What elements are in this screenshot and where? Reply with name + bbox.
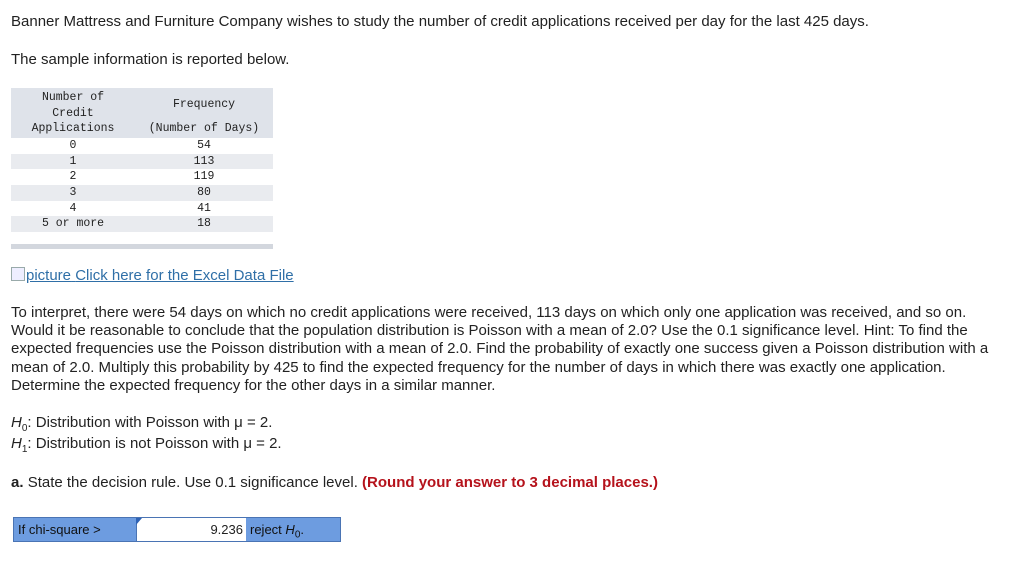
cell-applications: 2 bbox=[69, 170, 77, 184]
decision-rule-result: reject $H_0$. bbox=[250, 522, 304, 541]
cell-applications: 1 bbox=[69, 154, 77, 168]
result-text: reject bbox=[250, 522, 282, 537]
table-footer-bar bbox=[11, 244, 273, 249]
excel-link-label: Click here for the Excel Data File bbox=[75, 267, 294, 284]
h1-text: Distribution is not Poisson with μ = 2. bbox=[35, 435, 282, 452]
table-row bbox=[11, 138, 273, 154]
table-row bbox=[11, 154, 273, 170]
h0-text: Distribution with Poisson with μ = 2. bbox=[35, 414, 273, 431]
broken-image-icon bbox=[11, 267, 25, 281]
cell-applications: 0 bbox=[69, 139, 77, 152]
input-flag-icon bbox=[136, 518, 142, 525]
intro-text: Banner Mattress and Furniture Company wishes to study the number of credit applications received per day for the last 425 days. bbox=[11, 13, 869, 30]
cell-applications: 3 bbox=[69, 186, 77, 200]
header-line: Applications bbox=[31, 122, 115, 135]
cell-applications: 4 bbox=[69, 201, 77, 215]
table-row bbox=[11, 185, 273, 201]
cell-frequency: 18 bbox=[197, 217, 211, 231]
table-row bbox=[11, 201, 273, 217]
table-row bbox=[11, 216, 273, 232]
part-a-label: a. bbox=[11, 474, 24, 491]
rounding-note: (Round your answer to 3 decimal places.) bbox=[362, 474, 658, 491]
table-header bbox=[11, 88, 273, 138]
part-a-prompt bbox=[11, 474, 658, 492]
sample-info-text: The sample information is reported below. bbox=[11, 51, 290, 68]
cell-frequency: 41 bbox=[197, 201, 211, 215]
header-line: Credit bbox=[52, 106, 94, 120]
header-number-of-days: (Number of Days) bbox=[148, 122, 260, 135]
frequency-table bbox=[11, 88, 273, 249]
question-paragraph: To interpret, there were 54 days on which no credit applications were received, 113 days on which only one application was received, and so on. Would it be reasonable to conclude that the population distribution is Poisson with a mean of 2.0? Use the 0.1 significance level. Hint: To find the expected frequencies use the Poisson distribution with a mean of 2.0. Find the probability of exactly one success given a Poisson distribution with a mean of 2.0. Multiply this probability by 425 to find the expected frequency for the number of days in which there was exactly one application. Determine the expected frequency for the other days in a similar manner. bbox=[11, 304, 989, 394]
alternative-hypothesis: $H_1$: Distribution is not Poisson with μ = 2. bbox=[11, 435, 282, 455]
cell-applications: 5 or more bbox=[41, 217, 105, 231]
chi-square-critical-value-input[interactable]: 9.236 bbox=[136, 518, 246, 541]
cell-frequency: 119 bbox=[193, 170, 215, 184]
null-hypothesis: $H_0$: Distribution with Poisson with μ = 2. bbox=[11, 414, 273, 434]
header-number-of-credit-applications bbox=[11, 90, 135, 137]
part-a-text: State the decision rule. Use 0.1 significance level. bbox=[27, 474, 358, 491]
cell-frequency: 113 bbox=[193, 154, 215, 168]
cell-frequency: 54 bbox=[197, 139, 211, 152]
table-row bbox=[11, 169, 273, 185]
table-body bbox=[11, 138, 273, 232]
header-frequency: Frequency bbox=[172, 98, 236, 111]
excel-data-file-link[interactable] bbox=[11, 267, 294, 284]
header-line: Number of bbox=[41, 91, 105, 104]
decision-rule-answer-row bbox=[13, 517, 341, 542]
image-alt-text: picture bbox=[26, 267, 72, 284]
cell-frequency: 80 bbox=[197, 186, 211, 200]
decision-rule-label: If chi-square > bbox=[18, 522, 101, 537]
